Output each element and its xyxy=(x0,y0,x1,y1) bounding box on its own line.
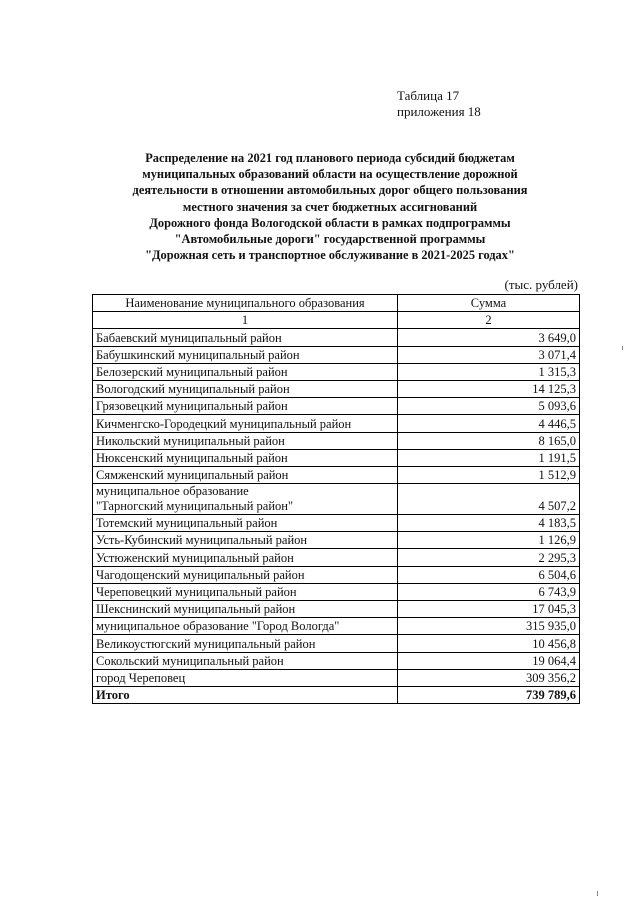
table-row xyxy=(93,566,580,583)
subsidy-amount: 19 064,4 xyxy=(398,652,580,669)
table-row xyxy=(93,346,580,363)
subsidy-amount: 6 743,9 xyxy=(398,583,580,600)
table-row xyxy=(93,329,580,346)
title-line: Дорожного фонда Вологодской области в рамках подпрограммы xyxy=(149,215,511,230)
title-line: Распределение на 2021 год планового периода субсидий бюджетам xyxy=(145,151,515,165)
table-row xyxy=(93,432,580,449)
municipality-name: Шекснинский муниципальный район xyxy=(93,601,398,618)
table-row xyxy=(93,583,580,600)
municipality-name: Чагодощенский муниципальный район xyxy=(93,566,398,583)
subsidy-amount: 4 446,5 xyxy=(398,415,580,432)
subsidy-distribution-table xyxy=(92,294,580,704)
municipality-name: Усть-Кубинский муниципальный район xyxy=(93,532,398,549)
title-line: деятельности в отношении автомобильных дорог общего пользования xyxy=(132,183,528,198)
municipality-name: Нюксенский муниципальный район xyxy=(93,449,398,466)
municipality-name: Бабушкинский муниципальный район xyxy=(93,346,398,363)
municipality-name: Тотемский муниципальный район xyxy=(93,515,398,532)
subsidy-amount: 14 125,3 xyxy=(398,380,580,397)
subsidy-amount: 2 295,3 xyxy=(398,549,580,566)
annex-appendix-number: приложения 18 xyxy=(397,104,481,119)
annex-table-number: Таблица 17 xyxy=(397,88,460,103)
municipality-name: Бабаевский муниципальный район xyxy=(93,329,398,346)
table-row xyxy=(93,415,580,432)
subsidy-amount: 17 045,3 xyxy=(398,601,580,618)
scan-mark xyxy=(622,346,623,350)
table-annex-reference xyxy=(397,88,481,120)
table-row xyxy=(93,515,580,532)
table-row xyxy=(93,380,580,397)
subsidy-amount: 315 935,0 xyxy=(398,618,580,635)
table-row xyxy=(93,549,580,566)
table-row xyxy=(93,484,580,515)
table-total-row xyxy=(93,686,580,703)
table-row xyxy=(93,618,580,635)
title-line: "Дорожная сеть и транспортное обслуживание в 2021-2025 годах" xyxy=(145,248,515,263)
units-label: (тыс. рублей) xyxy=(504,277,578,292)
column-number-row xyxy=(93,312,580,329)
header-name-cell: Наименование муниципального образования xyxy=(93,295,398,312)
subsidy-amount: 1 315,3 xyxy=(398,363,580,380)
document-title xyxy=(100,150,560,263)
subsidy-amount: 3 649,0 xyxy=(398,329,580,346)
table-row xyxy=(93,398,580,415)
table-header-row xyxy=(93,295,580,312)
column-number-name: 1 xyxy=(93,312,398,329)
subsidy-amount: 8 165,0 xyxy=(398,432,580,449)
table-row xyxy=(93,466,580,483)
table-row xyxy=(93,635,580,652)
column-number-amount: 2 xyxy=(398,312,580,329)
municipality-name: Череповецкий муниципальный район xyxy=(93,583,398,600)
municipality-name: Вологодский муниципальный район xyxy=(93,380,398,397)
subsidy-amount: 6 504,6 xyxy=(398,566,580,583)
table-row xyxy=(93,669,580,686)
table-row xyxy=(93,532,580,549)
subsidy-amount: 3 071,4 xyxy=(398,346,580,363)
municipality-name: город Череповец xyxy=(93,669,398,686)
table-row xyxy=(93,652,580,669)
subsidy-amount: 1 126,9 xyxy=(398,532,580,549)
municipality-name-line2: "Тарногский муниципальный район" xyxy=(96,499,294,514)
subsidy-amount: 1 191,5 xyxy=(398,449,580,466)
municipality-name-line1: муниципальное образование xyxy=(96,484,249,499)
scan-mark xyxy=(597,891,598,896)
table-row xyxy=(93,449,580,466)
subsidy-amount: 309 356,2 xyxy=(398,669,580,686)
municipality-name: Сокольский муниципальный район xyxy=(93,652,398,669)
municipality-name: Никольский муниципальный район xyxy=(93,432,398,449)
header-amount-cell: Сумма xyxy=(398,295,580,312)
municipality-name: муниципальное образование "Город Вологда" xyxy=(93,618,398,635)
table-row xyxy=(93,363,580,380)
municipality-name: Сямженский муниципальный район xyxy=(93,466,398,483)
subsidy-amount: 5 093,6 xyxy=(398,398,580,415)
municipality-name: Кичменгско-Городецкий муниципальный район xyxy=(93,415,398,432)
municipality-name: Грязовецкий муниципальный район xyxy=(93,398,398,415)
municipality-name xyxy=(93,484,398,515)
subsidy-amount: 10 456,8 xyxy=(398,635,580,652)
title-line: местного значения за счет бюджетных ассигнований xyxy=(182,199,478,214)
title-line: муниципальных образований области на осуществление дорожной xyxy=(142,167,518,182)
total-amount: 739 789,6 xyxy=(398,686,580,703)
municipality-name: Белозерский муниципальный район xyxy=(93,363,398,380)
title-line: "Автомобильные дороги" государственной программы xyxy=(174,232,486,247)
municipality-name: Великоустюгский муниципальный район xyxy=(93,635,398,652)
subsidy-amount: 4 507,2 xyxy=(398,484,580,515)
table-row xyxy=(93,601,580,618)
total-label: Итого xyxy=(93,686,398,703)
subsidy-amount: 4 183,5 xyxy=(398,515,580,532)
subsidy-amount: 1 512,9 xyxy=(398,466,580,483)
municipality-name: Устюженский муниципальный район xyxy=(93,549,398,566)
